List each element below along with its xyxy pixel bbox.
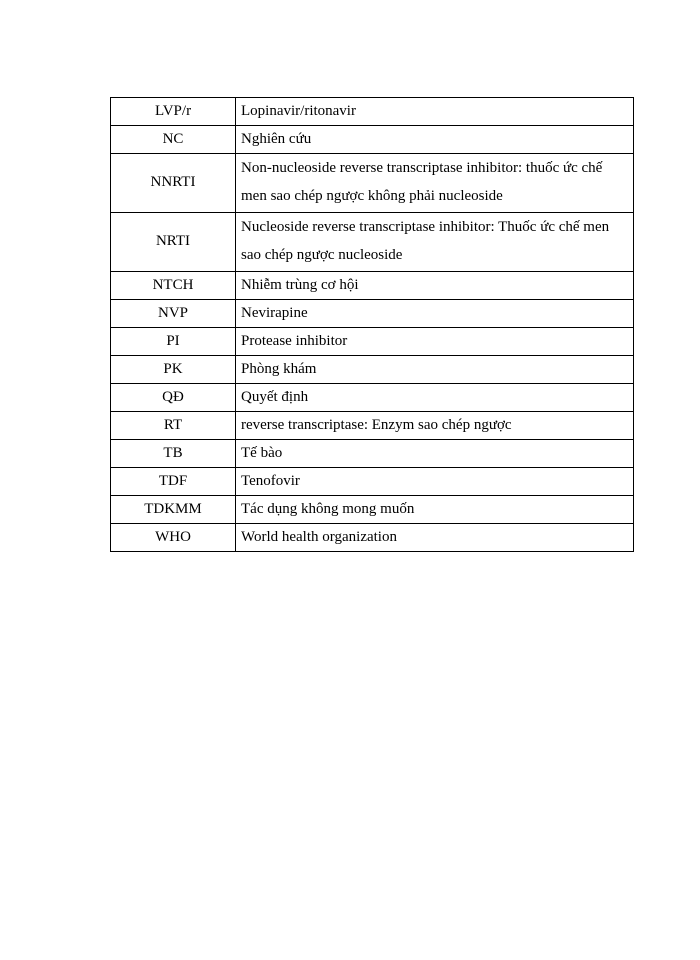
abbreviation-cell: PI [111, 328, 236, 356]
abbreviation-cell: TB [111, 440, 236, 468]
abbreviation-cell: TDF [111, 468, 236, 496]
table-row [111, 468, 634, 496]
abbreviation-cell: TDKMM [111, 496, 236, 524]
abbreviation-cell: NNRTI [111, 154, 236, 213]
table-row [111, 272, 634, 300]
table-row [111, 524, 634, 552]
meaning-cell: Tác dụng không mong muốn [236, 496, 634, 524]
table-row [111, 496, 634, 524]
table-row [111, 440, 634, 468]
meaning-cell: Lopinavir/ritonavir [236, 98, 634, 126]
table-row [111, 356, 634, 384]
table-row [111, 213, 634, 272]
meaning-cell: Tenofovir [236, 468, 634, 496]
meaning-cell: World health organization [236, 524, 634, 552]
meaning-cell: Protease inhibitor [236, 328, 634, 356]
meaning-cell: Nghiên cứu [236, 126, 634, 154]
meaning-cell: Nucleoside reverse transcriptase inhibitor: Thuốc ức chế men sao chép ngược nucleoside [236, 213, 634, 272]
abbreviation-cell: RT [111, 412, 236, 440]
table-row [111, 384, 634, 412]
table-row [111, 126, 634, 154]
abbreviation-table [110, 97, 634, 552]
meaning-cell: Non-nucleoside reverse transcriptase inhibitor: thuốc ức chế men sao chép ngược không phải nucleoside [236, 154, 634, 213]
meaning-cell: Nevirapine [236, 300, 634, 328]
meaning-cell: reverse transcriptase: Enzym sao chép ngược [236, 412, 634, 440]
abbreviation-cell: LVP/r [111, 98, 236, 126]
abbreviation-cell: NTCH [111, 272, 236, 300]
meaning-cell: Phòng khám [236, 356, 634, 384]
abbreviation-cell: PK [111, 356, 236, 384]
meaning-cell: Quyết định [236, 384, 634, 412]
abbreviation-cell: NRTI [111, 213, 236, 272]
table-row [111, 328, 634, 356]
table-row [111, 98, 634, 126]
table-row [111, 412, 634, 440]
abbreviation-cell: WHO [111, 524, 236, 552]
table-row [111, 154, 634, 213]
abbreviation-cell: NC [111, 126, 236, 154]
meaning-cell: Nhiễm trùng cơ hội [236, 272, 634, 300]
table-row [111, 300, 634, 328]
meaning-cell: Tế bào [236, 440, 634, 468]
abbreviation-cell: NVP [111, 300, 236, 328]
abbreviation-cell: QĐ [111, 384, 236, 412]
